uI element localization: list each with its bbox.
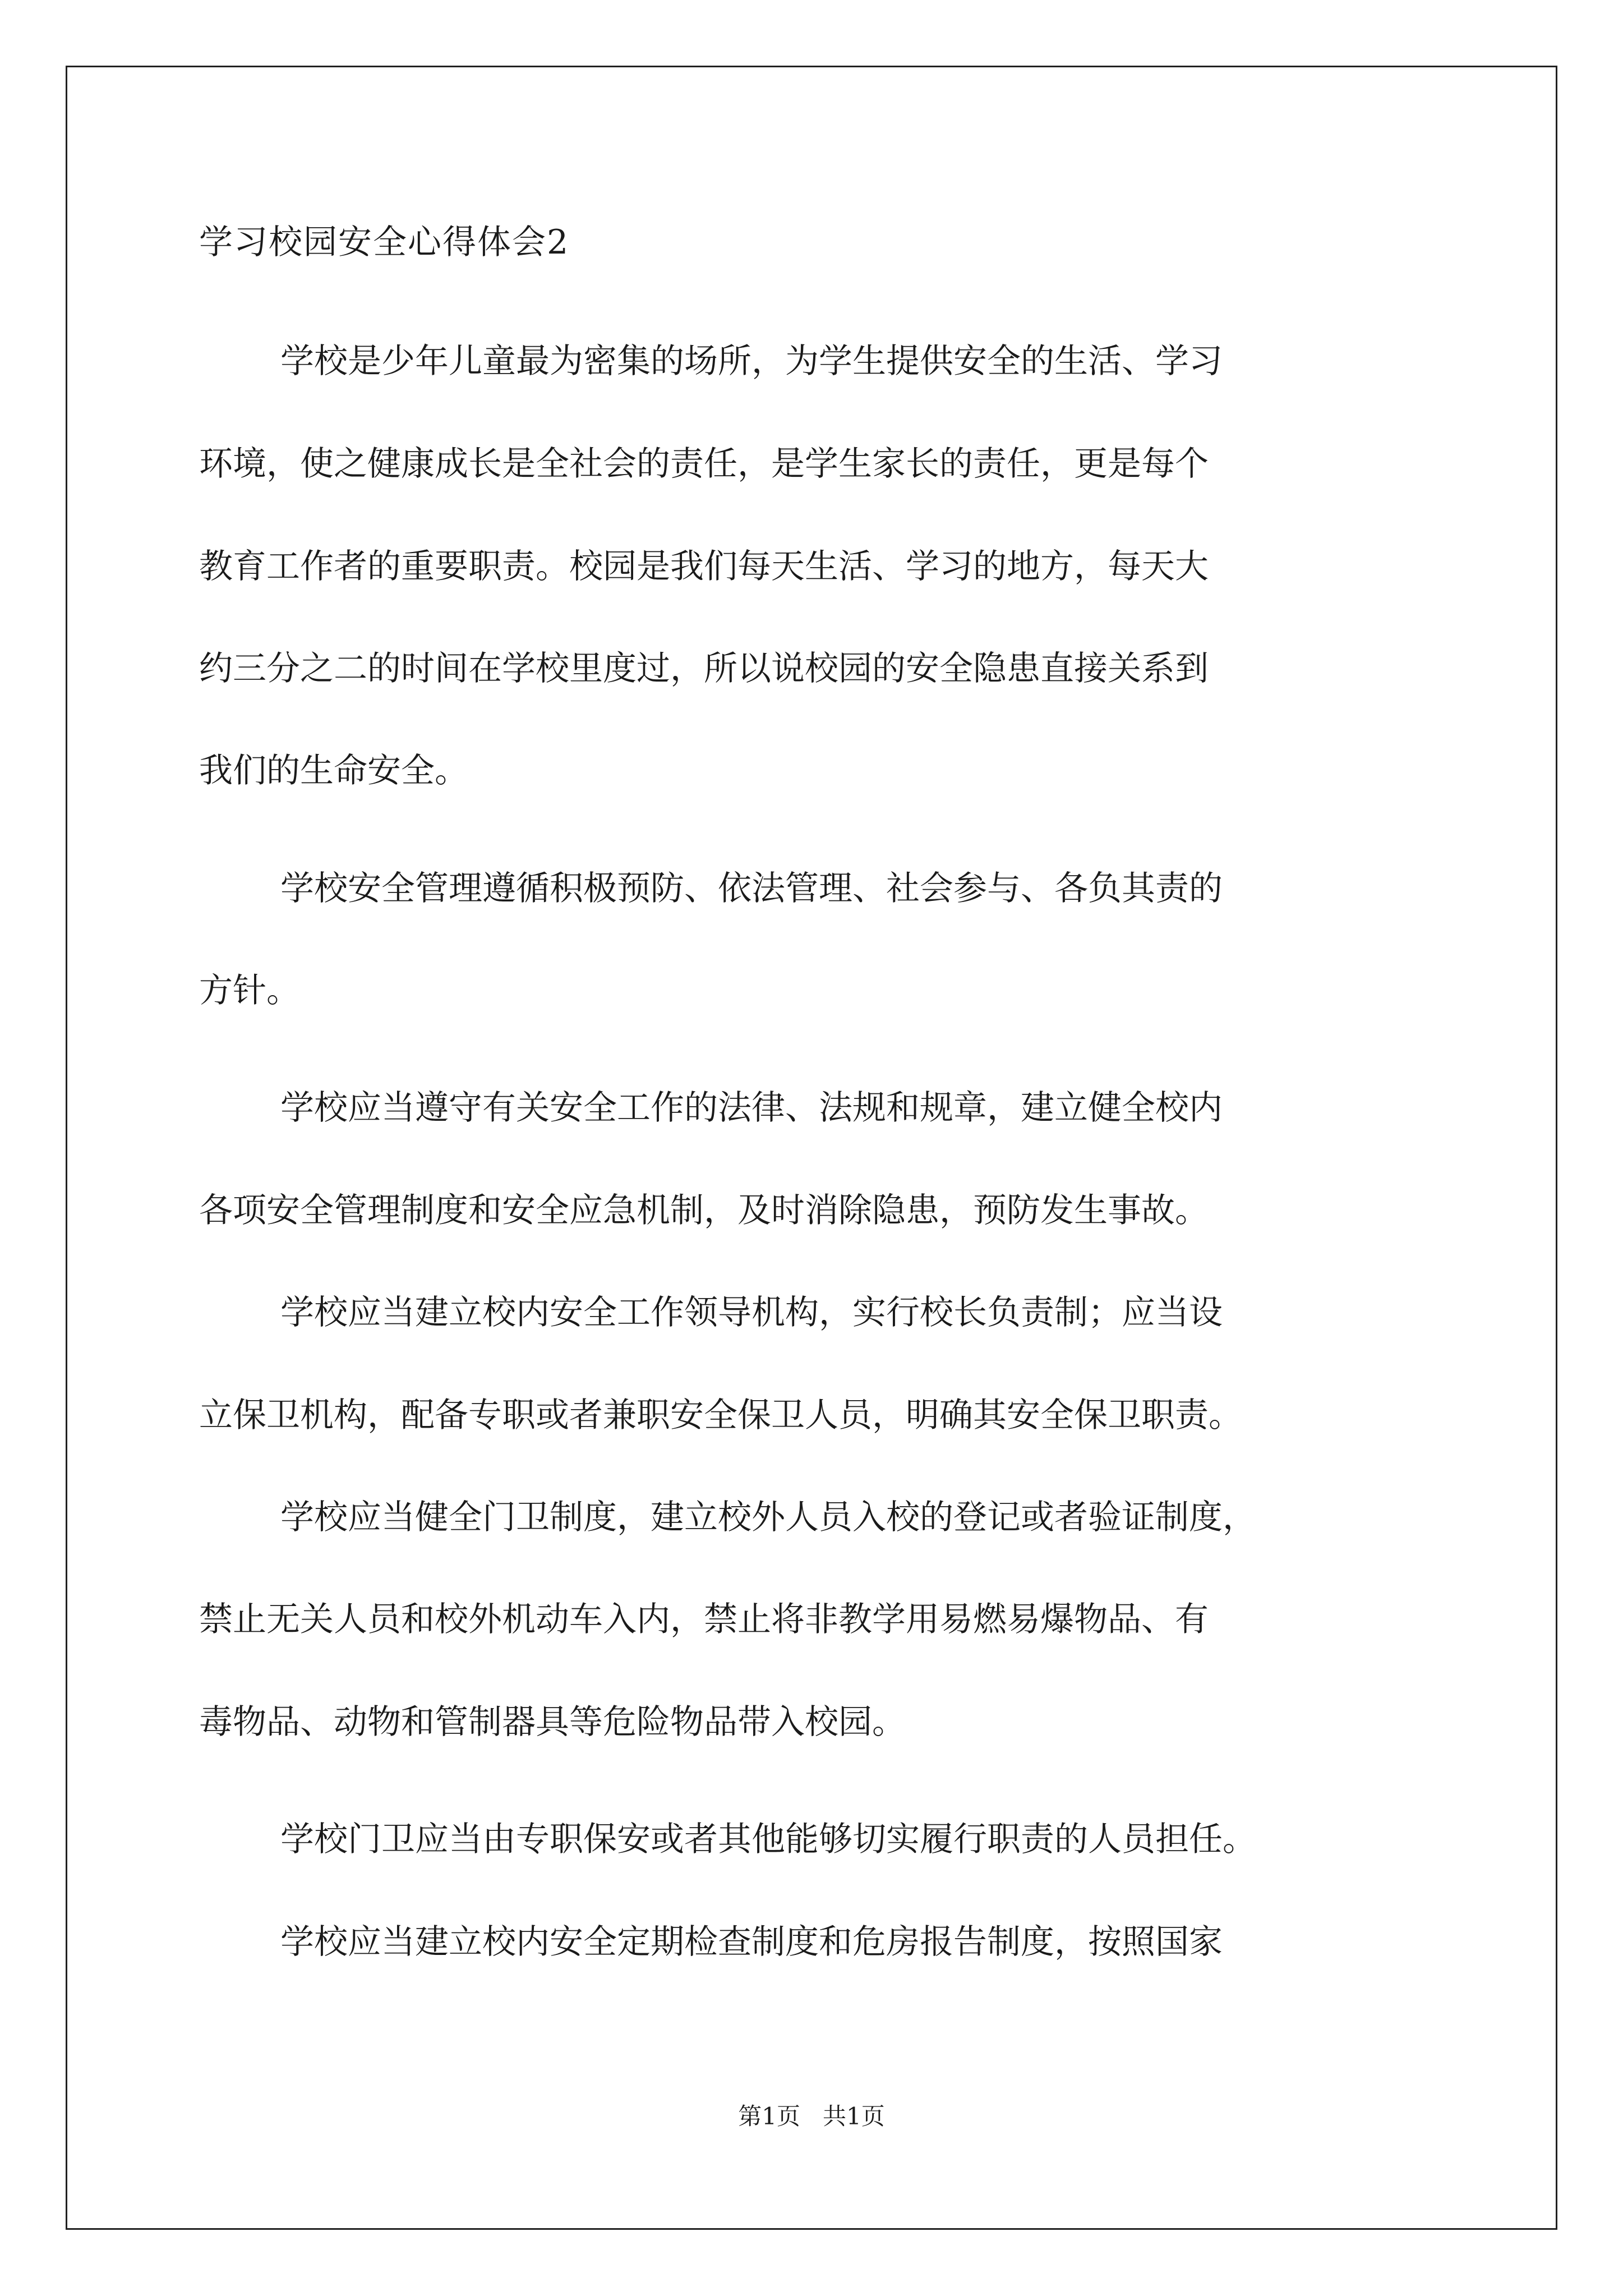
paragraph-line: 方针。 (199, 971, 300, 1010)
paragraph-line: 教育工作者的重要职责。校园是我们每天生活、学习的地方，每天大 (199, 547, 1209, 586)
paragraph-line: 约三分之二的时间在学校里度过，所以说校园的安全隐患直接关系到 (199, 649, 1209, 688)
paragraph-line: 毒物品、动物和管制器具等危险物品带入校园。 (199, 1703, 906, 1742)
document-title: 学习校园安全心得体会2 (199, 223, 570, 262)
paragraph-line: 各项安全管理制度和安全应急机制，及时消除隐患，预防发生事故。 (199, 1191, 1209, 1230)
paragraph-line: 环境，使之健康成长是全社会的责任，是学生家长的责任，更是每个 (199, 444, 1209, 484)
paragraph-line: 禁止无关人员和校外机动车入内，禁止将非教学用易燃易爆物品、有 (199, 1600, 1209, 1639)
paragraph-line: 学校是少年儿童最为密集的场所，为学生提供安全的生活、学习 (280, 342, 1223, 381)
paragraph-line: 学校应当建立校内安全定期检查制度和危房报告制度，按照国家 (280, 1922, 1223, 1962)
paragraph-line: 学校安全管理遵循积极预防、依法管理、社会参与、各负其责的 (280, 869, 1223, 908)
paragraph-line: 学校门卫应当由专职保安或者其他能够切实履行职责的人员担任。 (280, 1820, 1256, 1859)
paragraph-line: 学校应当健全门卫制度，建立校外人员入校的登记或者验证制度， (280, 1498, 1256, 1537)
paragraph-line: 学校应当遵守有关安全工作的法律、法规和规章，建立健全校内 (280, 1088, 1223, 1128)
paragraph-line: 立保卫机构，配备专职或者兼职安全保卫人员，明确其安全保卫职责。 (199, 1396, 1242, 1435)
paragraph-line: 我们的生命安全。 (199, 751, 468, 790)
paragraph-line: 学校应当建立校内安全工作领导机构，实行校长负责制；应当设 (280, 1293, 1223, 1332)
page-border (66, 66, 1557, 2230)
page-number-footer: 第1页 共1页 (738, 2102, 885, 2130)
